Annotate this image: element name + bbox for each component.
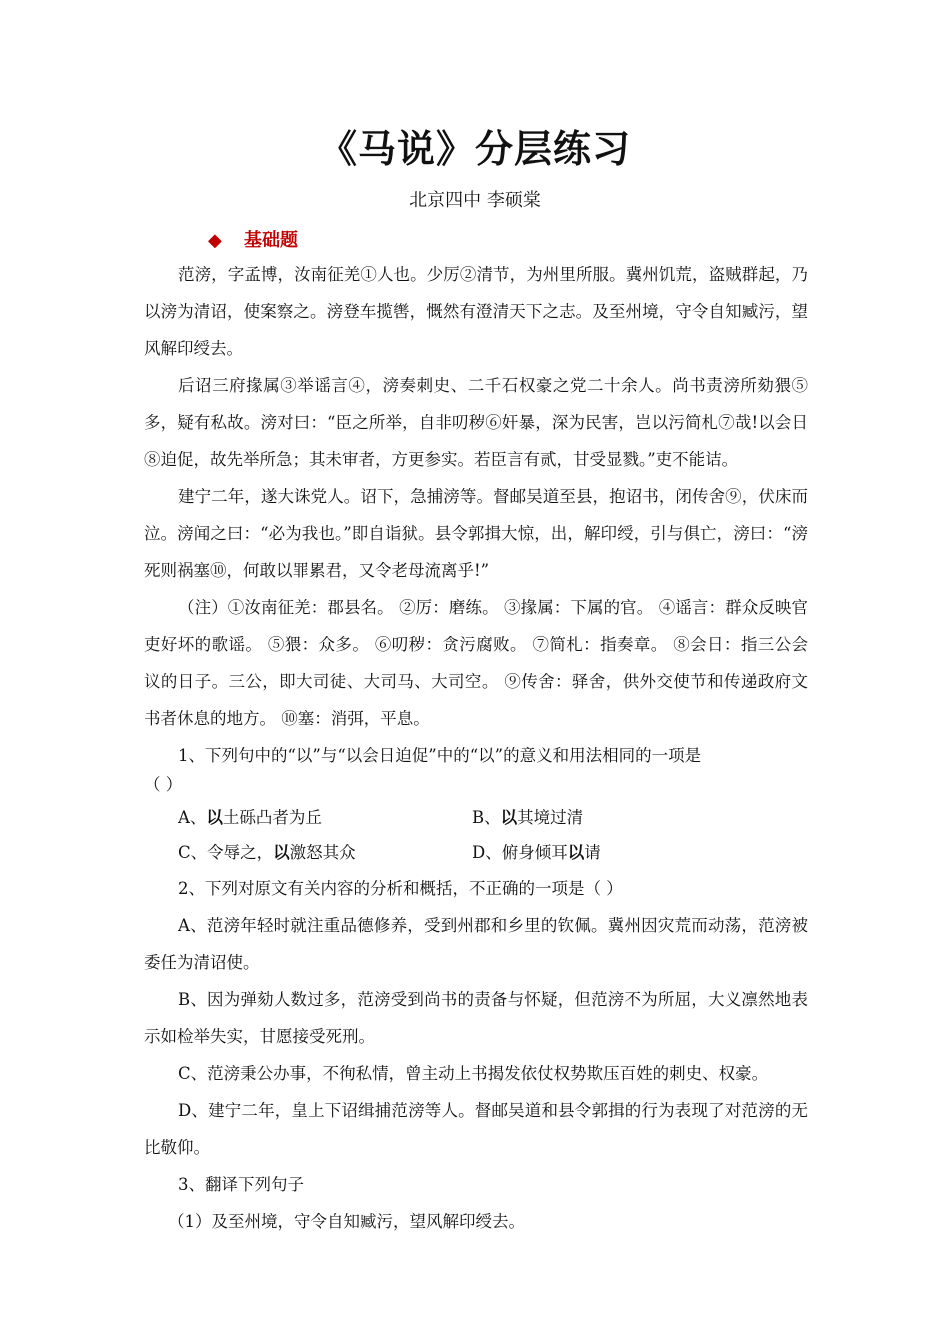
option-d: D、俯身倾耳以请 xyxy=(472,843,601,862)
passage-paragraph-3: 建宁二年，遂大诛党人。诏下，急捕滂等。督邮吴道至县，抱诏书，闭传舍⑨，伏床而泣。滂闻之曰：“必为我也。”即自诣狱。县令郭揖大惊，出，解印绶，引与俱亡，滂曰：“滂死则祸塞⑩，何敢以罪累君，又令老母流离乎!” xyxy=(144,487,808,580)
question-1-stem: 1、下列句中的“以”与“以会日迫促”中的“以”的意义和用法相同的一项是 xyxy=(178,746,702,765)
page-title: 《马说》分层练习 xyxy=(318,127,631,171)
passage-paragraph-1: 范滂，字孟博，汝南征羌①人也。少厉②清节，为州里所服。冀州饥荒，盗贼群起，乃以滂为清诏，使案察之。滂登车揽辔，慨然有澄清天下之志。及至州境，守令自知臧污，望风解印绶去。 xyxy=(144,265,808,358)
section-heading xyxy=(208,226,298,252)
question-2-option-d: D、建宁二年，皇上下诏缉捕范滂等人。督邮吴道和县令郭揖的行为表现了对范滂的无比敬仰。 xyxy=(144,1101,808,1157)
question-3-item-1: （1）及至州境，守令自知臧污，望风解印绶去。 xyxy=(168,1212,525,1231)
question-1-options xyxy=(144,800,808,870)
diamond-bullet-icon: ◆ xyxy=(208,230,222,251)
author-line: 北京四中 李硕棠 xyxy=(409,190,541,211)
option-b: B、以其境过清 xyxy=(472,808,584,827)
option-a: A、以土砾凸者为丘 xyxy=(178,808,322,827)
document-body xyxy=(144,256,808,1240)
question-2-option-a: A、范滂年轻时就注重品德修养，受到州郡和乡里的钦佩。冀州因灾荒而动荡，范滂被委任为清诏使。 xyxy=(144,916,808,972)
question-2-option-b: B、因为弹劾人数过多，范滂受到尚书的责备与怀疑，但范滂不为所屈，大义凛然地表示如检举失实，甘愿接受死刑。 xyxy=(144,990,808,1046)
question-3-stem: 3、翻译下列句子 xyxy=(178,1175,304,1194)
question-2-option-c: C、范滂秉公办事，不徇私情，曾主动上书揭发依仗权势欺压百姓的刺史、权豪。 xyxy=(178,1064,769,1083)
passage-paragraph-2: 后诏三府掾属③举谣言④，滂奏刺史、二千石权豪之党二十余人。尚书责滂所劾猥⑤多，疑有私故。滂对曰：“臣之所举，自非叨秽⑥奸暴，深为民害，岂以污简札⑦哉!以会日⑧迫促，故先举所急；其未审者，方更参实。若臣言有贰，甘受显戮。”吏不能诘。 xyxy=(144,376,808,469)
annotation-notes: （注）①汝南征羌：郡县名。 ②厉：磨练。 ③掾属：下属的官。 ④谣言：群众反映官吏好坏的歌谣。 ⑤猥：众多。 ⑥叨秽：贪污腐败。 ⑦简札：指奏章。 ⑧会日：指三公会议的日子。三公，即大司徒、大司马、大司空。 ⑨传舍：驿舍，供外交使节和传递政府文书者休息的地方。 ⑩塞：消弭，平息。 xyxy=(144,598,808,728)
answer-blank: （ ） xyxy=(144,775,183,794)
section-label: 基础题 xyxy=(244,230,298,251)
question-2-stem: 2、下列对原文有关内容的分析和概括，不正确的一项是（ ） xyxy=(178,879,623,898)
option-c: C、令辱之，以激怒其众 xyxy=(178,843,356,862)
